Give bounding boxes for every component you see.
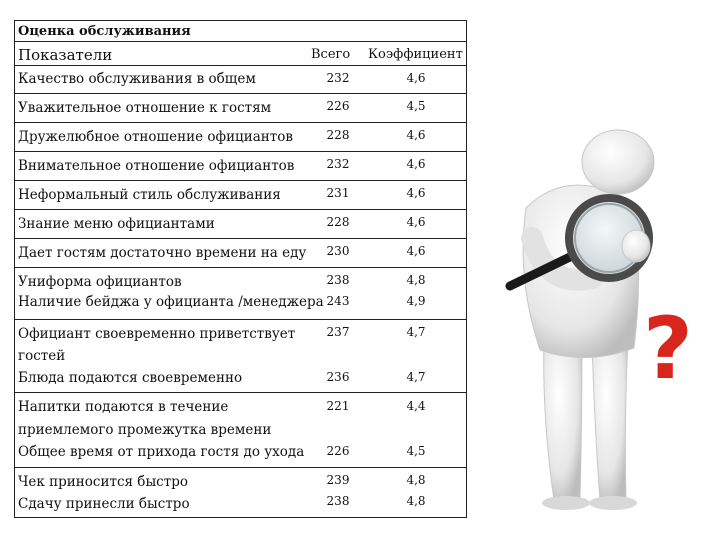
row-divider <box>15 392 466 393</box>
row-coef: 4,6 <box>406 186 426 200</box>
header-total: Всего <box>311 47 351 62</box>
row-divider <box>15 151 466 152</box>
row-label: Сдачу принесли быстро <box>18 496 190 512</box>
row-coef: 4,6 <box>406 157 426 171</box>
row-total: 228 <box>326 128 350 142</box>
row-label: Чек приносится быстро <box>18 474 188 490</box>
row-divider <box>15 122 466 123</box>
row-coef: 4,9 <box>406 294 426 308</box>
row-label: Уважительное отношение к гостям <box>18 100 272 116</box>
row-divider <box>15 93 466 94</box>
row-total: 226 <box>326 99 350 113</box>
row-label: Знание меню официантами <box>18 216 215 232</box>
header-indicators: Показатели <box>18 46 113 64</box>
row-coef: 4,5 <box>406 99 426 113</box>
row-total: 239 <box>326 473 350 487</box>
row-label: Дружелюбное отношение официантов <box>18 129 293 145</box>
question-mark: ? <box>643 299 693 399</box>
row-label: Внимательное отношение официантов <box>18 158 295 174</box>
row-divider <box>15 209 466 210</box>
row-divider <box>15 180 466 181</box>
row-total: 243 <box>326 294 350 308</box>
row-label: Качество обслуживания в общем <box>18 71 256 87</box>
row-coef: 4,5 <box>406 444 426 458</box>
row-coef: 4,6 <box>406 244 426 258</box>
row-total: 237 <box>326 325 350 339</box>
row-total: 226 <box>326 444 350 458</box>
row-coef: 4,8 <box>406 273 426 287</box>
row-total: 231 <box>326 186 350 200</box>
row-coef: 4,6 <box>406 71 426 85</box>
row-label: Блюда подаются своевременно <box>18 370 243 386</box>
row-total: 232 <box>326 157 350 171</box>
row-label-line1: Напитки подаются в течение <box>18 399 229 415</box>
row-label: Неформальный стиль обслуживания <box>18 187 281 203</box>
row-total: 232 <box>326 71 350 85</box>
service-rating-table <box>14 20 467 518</box>
row-label: Общее время от прихода гостя до ухода <box>18 444 305 460</box>
row-coef: 4,7 <box>406 325 426 339</box>
row-total: 221 <box>326 399 350 413</box>
row-divider <box>15 319 466 320</box>
row-divider <box>15 238 466 239</box>
row-label: Дает гостям достаточно времени на еду <box>18 245 307 261</box>
row-total: 230 <box>326 244 350 258</box>
row-coef: 4,4 <box>406 399 426 413</box>
row-total: 238 <box>326 273 350 287</box>
row-label-line1: Официант своевременно приветствует <box>18 326 296 342</box>
row-divider <box>15 467 466 468</box>
row-divider <box>15 65 466 66</box>
row-total: 228 <box>326 215 350 229</box>
header-coefficient: Коэффициент <box>368 47 463 62</box>
row-total: 236 <box>326 370 350 384</box>
row-label: Униформа официантов <box>18 274 182 290</box>
figure-with-magnifier-illustration <box>496 128 706 518</box>
table-title: Оценка обслуживания <box>15 21 466 42</box>
row-coef: 4,8 <box>406 494 426 508</box>
row-divider <box>15 267 466 268</box>
row-coef: 4,6 <box>406 128 426 142</box>
row-label: Наличие бейджа у официанта /менеджера <box>18 294 324 310</box>
row-coef: 4,6 <box>406 215 426 229</box>
row-coef: 4,7 <box>406 370 426 384</box>
row-total: 238 <box>326 494 350 508</box>
row-coef: 4,8 <box>406 473 426 487</box>
row-label-line2: приемлемого промежутка времени <box>18 422 272 438</box>
row-label-line2: гостей <box>18 348 66 364</box>
